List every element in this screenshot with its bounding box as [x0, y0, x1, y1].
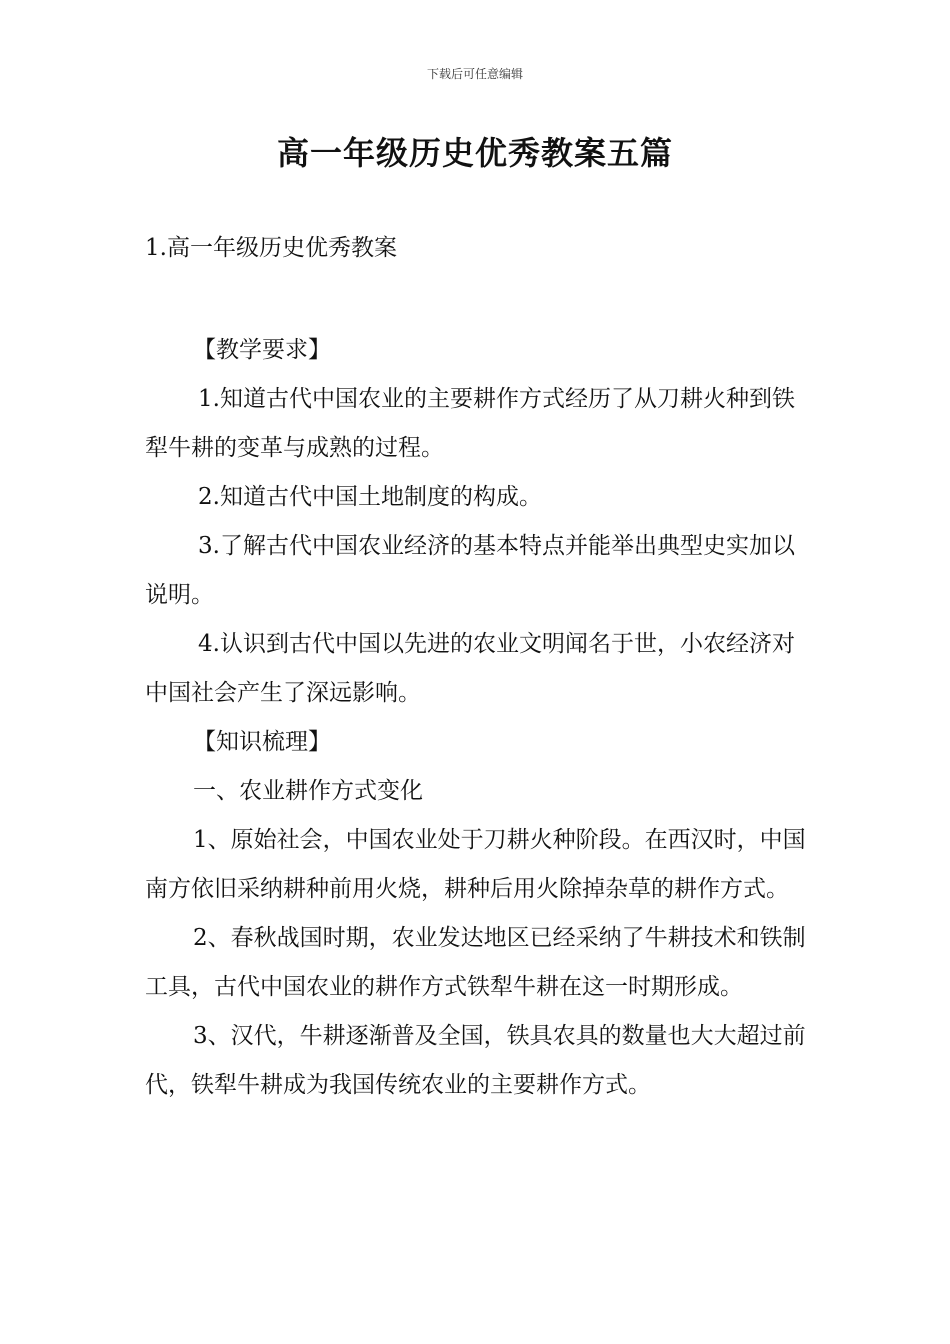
heading-knowledge-review: 【知识梳理】: [193, 729, 331, 755]
document-title: 高一年级历史优秀教案五篇: [276, 134, 673, 172]
requirement-item-1: 1.知道古代中国农业的主要耕作方式经历了从刀耕火种到铁犁牛耕的变革与成熟的过程。: [145, 386, 795, 461]
heading-teaching-requirements: 【教学要求】: [193, 337, 331, 363]
requirement-item-2: 2.知道古代中国土地制度的构成。: [198, 484, 542, 510]
header-note: 下载后可任意编辑: [426, 67, 523, 81]
knowledge-item-2: 2、春秋战国时期，农业发达地区已经采纳了牛耕技术和铁制工具，古代中国农业的耕作方式铁犁牛耕在这一时期形成。: [145, 925, 806, 1000]
knowledge-item-1: 1、原始社会，中国农业处于刀耕火种阶段。在西汉时，中国南方依旧采纳耕种前用火烧，耕种后用火除掉杂草的耕作方式。: [145, 827, 806, 902]
document-body: [145, 326, 810, 1110]
subheading-farming-methods: 一、农业耕作方式变化: [193, 778, 423, 804]
section-heading: 1.高一年级历史优秀教案: [145, 235, 397, 261]
requirement-item-4: 4.认识到古代中国以先进的农业文明闻名于世，小农经济对中国社会产生了深远影响。: [145, 631, 795, 706]
knowledge-item-3: 3、汉代，牛耕逐渐普及全国，铁具农具的数量也大大超过前代，铁犁牛耕成为我国传统农业的主要耕作方式。: [145, 1023, 806, 1098]
requirement-item-3: 3.了解古代中国农业经济的基本特点并能举出典型史实加以说明。: [145, 533, 795, 608]
